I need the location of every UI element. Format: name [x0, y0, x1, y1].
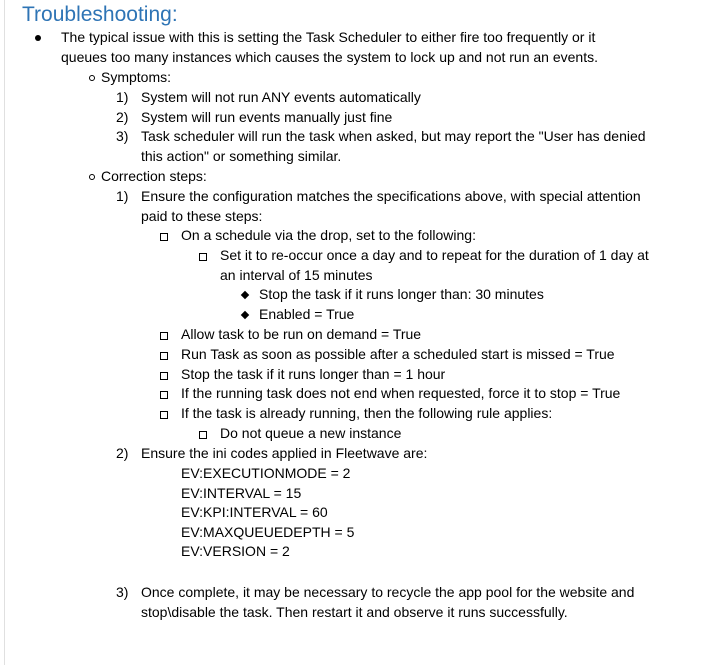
enabled-item: Enabled = True [259, 306, 355, 322]
recur-line-1: Set it to re-occur once a day and to repeat for the duration of 1 day at [220, 247, 649, 263]
no-queue-item: Do not queue a new instance [220, 425, 402, 441]
step3-line-1: Once complete, it may be necessary to recycle the app pool for the website and [141, 584, 635, 600]
step3-line-2: stop\disable the task. Then restart it and observe it runs successfully. [141, 604, 568, 620]
symptoms-title: Symptoms: [101, 69, 172, 85]
ini-code: EV:EXECUTIONMODE = 2 [181, 465, 351, 481]
correction-title: Correction steps: [101, 168, 207, 184]
schedule-item: On a schedule via the drop, set to the following: [181, 227, 476, 243]
circle-bullet-icon [89, 75, 95, 81]
symptom-item-continued: this action" or something similar. [141, 148, 342, 164]
symptom-item: System will not run ANY events automatically [141, 89, 421, 105]
allow-demand-item: Allow task to be run on demand = True [181, 326, 422, 342]
diamond-bullet-icon [241, 291, 249, 299]
force-stop-item: If the running task does not end when requested, force it to stop = True [181, 385, 621, 401]
square-bullet-icon [160, 372, 168, 380]
intro-line-2: queues too many instances which causes the system to lock up and not run an events. [61, 49, 598, 65]
square-bullet-icon [160, 332, 168, 340]
list-number: 3) [116, 584, 129, 600]
ini-code: EV:MAXQUEUEDEPTH = 5 [181, 524, 355, 540]
symptom-item: Task scheduler will run the task when asked, but may report the "User has denied [141, 128, 646, 144]
ini-code: EV:INTERVAL = 15 [181, 485, 302, 501]
page-left-edge [0, 0, 5, 665]
list-number: 3) [116, 128, 129, 144]
step1-line-1: Ensure the configuration matches the specifications above, with special attention [141, 188, 641, 204]
ini-code: EV:VERSION = 2 [181, 543, 290, 559]
already-running-item: If the task is already running, then the following rule applies: [181, 405, 553, 421]
square-bullet-icon [199, 431, 207, 439]
ini-code: EV:KPI:INTERVAL = 60 [181, 504, 328, 520]
list-number: 2) [116, 445, 129, 461]
diamond-bullet-icon [241, 311, 249, 319]
intro-line-1: The typical issue with this is setting the Task Scheduler to either fire too frequently or it [61, 29, 596, 45]
stop-task-item: Stop the task if it runs longer than: 30 minutes [259, 286, 544, 302]
section-heading: Troubleshooting: [22, 3, 178, 26]
step2-line: Ensure the ini codes applied in Fleetwave are: [141, 445, 428, 461]
circle-bullet-icon [89, 174, 95, 180]
step1-line-2: paid to these steps: [141, 208, 263, 224]
list-number: 2) [116, 109, 129, 125]
square-bullet-icon [199, 253, 207, 261]
square-bullet-icon [160, 411, 168, 419]
recur-line-2: an interval of 15 minutes [220, 267, 373, 283]
run-asap-item: Run Task as soon as possible after a scheduled start is missed = True [181, 346, 615, 362]
list-number: 1) [116, 188, 129, 204]
square-bullet-icon [160, 352, 168, 360]
square-bullet-icon [160, 391, 168, 399]
bullet-icon [35, 35, 41, 41]
stop-hour-item: Stop the task if it runs longer than = 1 hour [181, 366, 446, 382]
symptom-item: System will run events manually just fine [141, 109, 393, 125]
square-bullet-icon [160, 233, 168, 241]
list-number: 1) [116, 89, 129, 105]
